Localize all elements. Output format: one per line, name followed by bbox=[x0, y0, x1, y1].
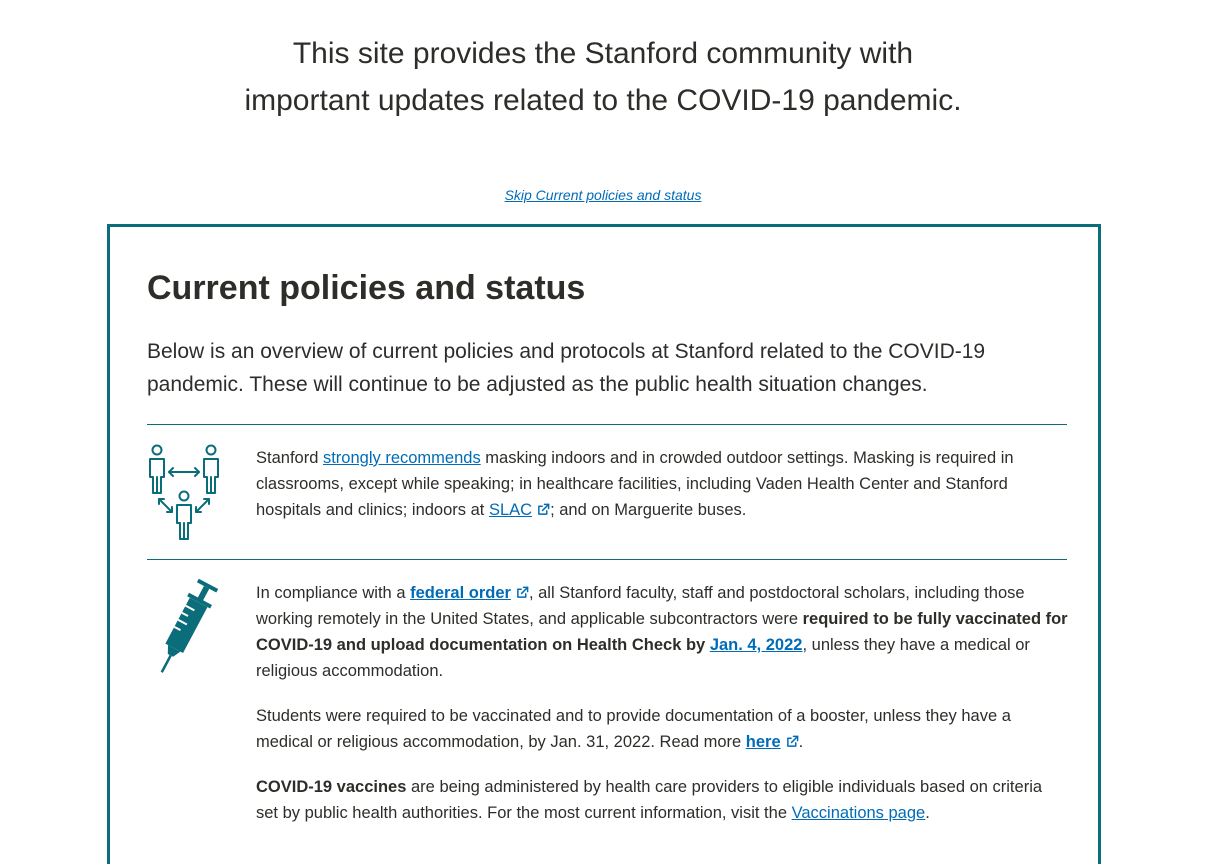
strongly-recommends-link[interactable]: strongly recommends bbox=[322, 449, 481, 467]
masking-text-2: masking indoors and in crowded outdoor settings. Masking is required in classrooms, except while speaking; in healthcare facilities, including Vaden Health Center and Stanford hospitals and clinics; indoors at bbox=[256, 449, 1014, 519]
divider bbox=[147, 559, 1067, 560]
vaccination-requirement-bold: required to be fully vaccinated for COVID-19 and upload documentation on Health Check by bbox=[256, 610, 1068, 654]
external-link-icon bbox=[537, 503, 550, 516]
vaccinations-page-link[interactable]: Vaccinations page bbox=[791, 804, 926, 822]
external-link-icon bbox=[786, 735, 799, 748]
intro-line-1: This site provides the Stanford community with bbox=[292, 37, 914, 70]
syringe-icon bbox=[147, 578, 223, 678]
vaccination-p2-text-2: . bbox=[798, 733, 804, 751]
skip-current-policies-link[interactable]: Skip Current policies and status bbox=[504, 187, 702, 203]
vaccination-policy-text bbox=[256, 580, 1068, 845]
intro-line-2: important updates related to the COVID-19 pandemic. bbox=[244, 84, 962, 117]
jan-4-2022-link[interactable]: Jan. 4, 2022 bbox=[709, 636, 803, 654]
people-distancing-icon bbox=[147, 443, 223, 543]
vaccination-p2-text-1: Students were required to be vaccinated and to provide documentation of a booster, unless they have a medical or religious accommodation, by Jan. 31, 2022. Read more bbox=[256, 707, 1011, 751]
covid-vaccines-bold: COVID-19 vaccines bbox=[256, 778, 407, 796]
masking-policy-text bbox=[256, 445, 1068, 523]
federal-order-link[interactable]: federal order bbox=[410, 584, 511, 602]
vaccination-p1-text-1: In compliance with a bbox=[256, 584, 411, 602]
current-policies-panel bbox=[107, 224, 1101, 864]
external-link-icon bbox=[516, 586, 529, 599]
vaccination-p1-text-2: , all Stanford faculty, staff and postdoctoral scholars, including those working remotely in the United States, and applicable subcontractors were bbox=[256, 584, 1025, 628]
policies-title: Current policies and status bbox=[147, 269, 586, 307]
vaccination-p3-text-2: . bbox=[925, 804, 930, 822]
policies-lead: Below is an overview of current policies and protocols at Stanford related to the COVID-19 pandemic. These will continue to be adjusted as the public health situation changes. bbox=[147, 340, 986, 396]
vaccination-p1-text-3: , unless they have a medical or religious accommodation. bbox=[256, 636, 1030, 680]
slac-link[interactable]: SLAC bbox=[488, 501, 533, 519]
skip-link-wrapper bbox=[0, 187, 1206, 203]
read-more-here-link[interactable]: here bbox=[745, 733, 781, 751]
masking-text-1: Stanford bbox=[256, 449, 323, 467]
vaccination-p3-text-1: are being administered by health care providers to eligible individuals based on criteria set by public health authorities. For the most current information, visit the bbox=[256, 778, 1043, 822]
masking-text-3: ; and on Marguerite buses. bbox=[550, 501, 747, 519]
site-intro bbox=[0, 30, 1206, 124]
divider bbox=[147, 424, 1067, 425]
